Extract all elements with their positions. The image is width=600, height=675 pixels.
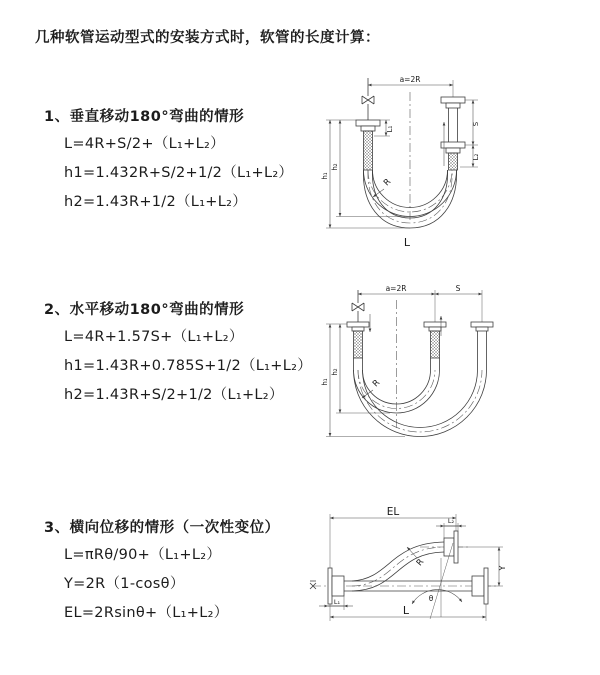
formula-L: L=4R+S/2+（L₁+L₂）: [64, 136, 225, 152]
dim-label-a2r: a=2R: [399, 75, 421, 84]
dimension-l2: [436, 517, 466, 538]
dim-label-s: S: [472, 121, 480, 127]
section-3-heading: 3、横向位移的情形（一次性变位）: [44, 520, 280, 536]
dim-label-l2: L₂: [447, 517, 455, 525]
dim-label-el: EL: [386, 506, 400, 518]
left-pipe-flange: [356, 120, 380, 170]
formula-h1: h1=1.432R+S/2+1/2（L₁+L₂）: [64, 165, 294, 181]
diagram-lateral-displacement: [300, 500, 600, 660]
pipe-2-flange: [424, 290, 446, 370]
dim-label-h2: h₂: [331, 163, 339, 171]
dimension-a-2r: [358, 284, 435, 294]
formula-h2: h2=1.43R+S/2+1/2（L₁+L₂）: [64, 387, 284, 403]
pipe-3-flange: [471, 290, 493, 370]
page-title: 几种软管运动型式的安装方式时，软管的长度计算：: [35, 30, 380, 46]
dimension-a-2r: [368, 75, 453, 85]
dimension-l1: [319, 596, 353, 610]
section-lateral-displacement: [44, 516, 280, 628]
formula-h2: h2=1.43R+1/2（L₁+L₂）: [64, 194, 248, 210]
diagram-vertical-180-bend: [310, 70, 590, 260]
dim-label-a2r: a=2R: [385, 284, 407, 293]
dim-label-r: R: [381, 176, 394, 189]
valve-icon: [352, 290, 364, 322]
formula-L: L=πRθ/90+（L₁+L₂）: [64, 547, 222, 563]
dim-label-h2: h₂: [331, 368, 339, 376]
right-flange: [472, 568, 488, 604]
dimension-l: [330, 604, 486, 621]
dim-label-l-total: L: [402, 604, 410, 617]
valve-icon: [362, 78, 374, 120]
formula-EL: EL=2Rsinθ+（L₁+L₂）: [64, 605, 229, 621]
upper-flange: [444, 531, 458, 563]
right-pipe-flanges: [441, 80, 465, 170]
pipe-1-flange: [347, 322, 369, 370]
section-1-heading: 1、垂直移动180°弯曲的情形: [44, 109, 245, 125]
dim-label-theta: θ: [428, 594, 434, 603]
formula-h1: h1=1.43R+0.785S+1/2（L₁+L₂）: [64, 358, 313, 374]
section-1-formulas: [44, 130, 293, 217]
dim-label-y: Y: [498, 565, 507, 571]
dim-label-r: R: [414, 557, 427, 569]
formula-Y: Y=2R（1-cosθ）: [64, 576, 185, 592]
dim-label-l1: L₁: [386, 125, 394, 133]
section-2-heading: 2、水平移动180°弯曲的情形: [44, 302, 245, 318]
dimension-s: [435, 284, 482, 294]
dim-label-l-total: L: [403, 236, 411, 249]
section-3-formulas: [44, 541, 280, 628]
s-curve-hose: [352, 542, 444, 591]
dim-label-l1: L₁: [333, 598, 341, 606]
dim-label-h1: h₁: [321, 378, 329, 386]
section-2-formulas: [44, 323, 312, 410]
diagram-horizontal-180-bend: [310, 280, 590, 455]
dim-label-s: S: [455, 284, 461, 293]
dim-label-l2: L₂: [472, 153, 480, 161]
dim-label-r: R: [370, 377, 383, 390]
section-horizontal-movement: [44, 298, 312, 410]
dim-label-h1: h₁: [321, 172, 329, 180]
dimension-s-stroke: [460, 100, 480, 167]
section-vertical-movement: [44, 105, 293, 217]
formula-L: L=4R+1.57S+（L₁+L₂）: [64, 329, 244, 345]
dimension-el: [330, 506, 456, 568]
